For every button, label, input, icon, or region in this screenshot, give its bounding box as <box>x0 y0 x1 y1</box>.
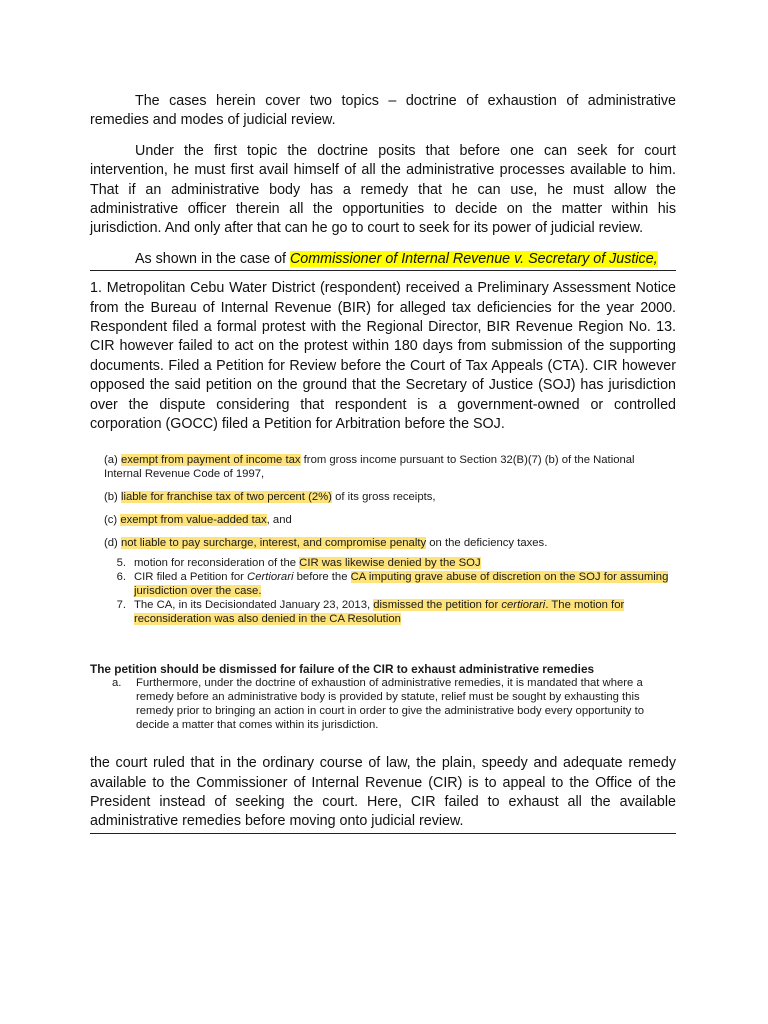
list-item-emphasis: Certiorari <box>247 570 294 583</box>
excerpt-block <box>90 453 670 626</box>
excerpt-item-c-highlight: exempt from value-added tax <box>120 513 267 526</box>
ruling-heading: The petition should be dismissed for failure of the CIR to exhaust administrative remedies <box>90 661 595 676</box>
intro-paragraph-3-prefix: As shown in the case of <box>135 250 290 267</box>
excerpt-item-a-text: from gross income pursuant to Section 32(B)(7) (b) of the National Internal Revenue Code of 1997, <box>104 453 635 480</box>
excerpt-item-d-highlight: not liable to pay surcharge, interest, and compromise penalty <box>120 536 427 549</box>
list-item-text <box>134 598 670 626</box>
excerpt-item-c <box>104 513 670 527</box>
excerpt-item-b-highlight: liable for franchise tax of two percent (2%) <box>120 490 332 503</box>
list-item-highlight-text: dismissed the petition for <box>373 598 502 611</box>
list-item-text-pre: motion for reconsideration of the <box>134 556 300 569</box>
excerpt-item-d-label: (d) <box>104 536 118 549</box>
case-title-highlight: Commissioner of Internal Revenue v. Secretary of Justice, <box>289 250 658 267</box>
list-item-text-mid: before the <box>293 570 351 583</box>
list-item <box>104 570 670 598</box>
facts-paragraph: 1. Metropolitan Cebu Water District (respondent) received a Preliminary Assessment Notice from the Bureau of Internal Revenue (BIR) for alleged tax deficiencies for the year 2000. Respondent filed a formal protest with the Regional Director, BIR Revenue Region No. 13. CIR however failed to act on the protest within 180 days from submission of the supporting documents. Filed a Petition for Review before the Court of Tax Appeals (CTA). CIR however opposed the said petition on the ground that the Secretary of Justice (SOJ) has jurisdiction over the dispute considering that respondent is a government-owned or controlled corporation (GOCC) filed a Petition for Arbitration before the SOJ. <box>90 280 676 433</box>
list-item-text <box>134 570 670 598</box>
excerpt-item-a-highlight: exempt from payment of income tax <box>120 453 301 466</box>
list-item-text-pre: The CA, in its Decisiondated January 23, 2013, <box>134 598 374 611</box>
excerpt-item-d-text: on the deficiency taxes. <box>426 536 548 549</box>
excerpt-item-a-label: (a) <box>104 453 118 466</box>
excerpt-numbered-list <box>104 556 670 626</box>
ruling-list <box>90 676 676 732</box>
list-item <box>112 676 676 732</box>
list-item-number: 7. <box>116 598 126 611</box>
list-item-highlight: CA imputing grave abuse of discretion on the SOJ for assuming jurisdiction over the case. <box>134 570 669 597</box>
list-item-number: 6. <box>116 570 126 583</box>
list-item-highlight-text-2: . The motion for reconsideration was also denied in the CA Resolution <box>134 598 625 625</box>
list-item-number: a. <box>112 677 122 690</box>
intro-paragraph-2: Under the first topic the doctrine posits that before one can seek for court intervention, he must first avail himself of all the administrative processes available to him. That if an administrative body has a remedy that he can use, he must allow the administrative officer therein all the opportunities to decide on the matter within his jurisdiction. And only after that can he go to court to seek for its power of judicial review. <box>90 142 676 237</box>
list-item-text <box>134 556 670 570</box>
excerpt-item-c-label: (c) <box>104 513 118 526</box>
list-item <box>104 556 670 570</box>
ruling-block <box>90 662 676 733</box>
excerpt-item-b <box>104 490 670 504</box>
list-item-number: 5. <box>116 556 126 569</box>
document-page <box>90 92 676 834</box>
excerpt-item-b-text: of its gross receipts, <box>331 490 436 503</box>
list-item-highlight-emphasis: certiorari <box>501 598 546 611</box>
list-item-text: Furthermore, under the doctrine of exhaustion of administrative remedies, it is mandated that where a remedy before an administrative body is provided by statute, relief must be sought by exhausting this remedy prior to bringing an action in court in order to give the administrative body every opportunity to decide a matter that comes within its jurisdiction. <box>136 677 645 732</box>
conclusion-paragraph: the court ruled that in the ordinary course of law, the plain, speedy and adequate remedy available to the Commissioner of Internal Revenue (CIR) is to appeal to the Office of the President instead of seeking the court. Here, CIR failed to exhaust all the available administrative remedies before moving onto judicial review. <box>90 755 676 830</box>
excerpt-item-d <box>104 536 670 550</box>
excerpt-item-c-text: , and <box>266 513 292 526</box>
list-item-text-pre: CIR filed a Petition for <box>134 570 248 583</box>
list-item <box>104 598 670 626</box>
section-divider-2 <box>90 833 676 834</box>
intro-paragraph-3 <box>90 250 676 269</box>
list-item-highlight: CIR was likewise denied by the SOJ <box>299 556 481 569</box>
intro-paragraph-1: The cases herein cover two topics – doctrine of exhaustion of administrative remedies and modes of judicial review. <box>90 93 676 129</box>
excerpt-item-a <box>104 453 670 481</box>
excerpt-item-b-label: (b) <box>104 490 118 503</box>
